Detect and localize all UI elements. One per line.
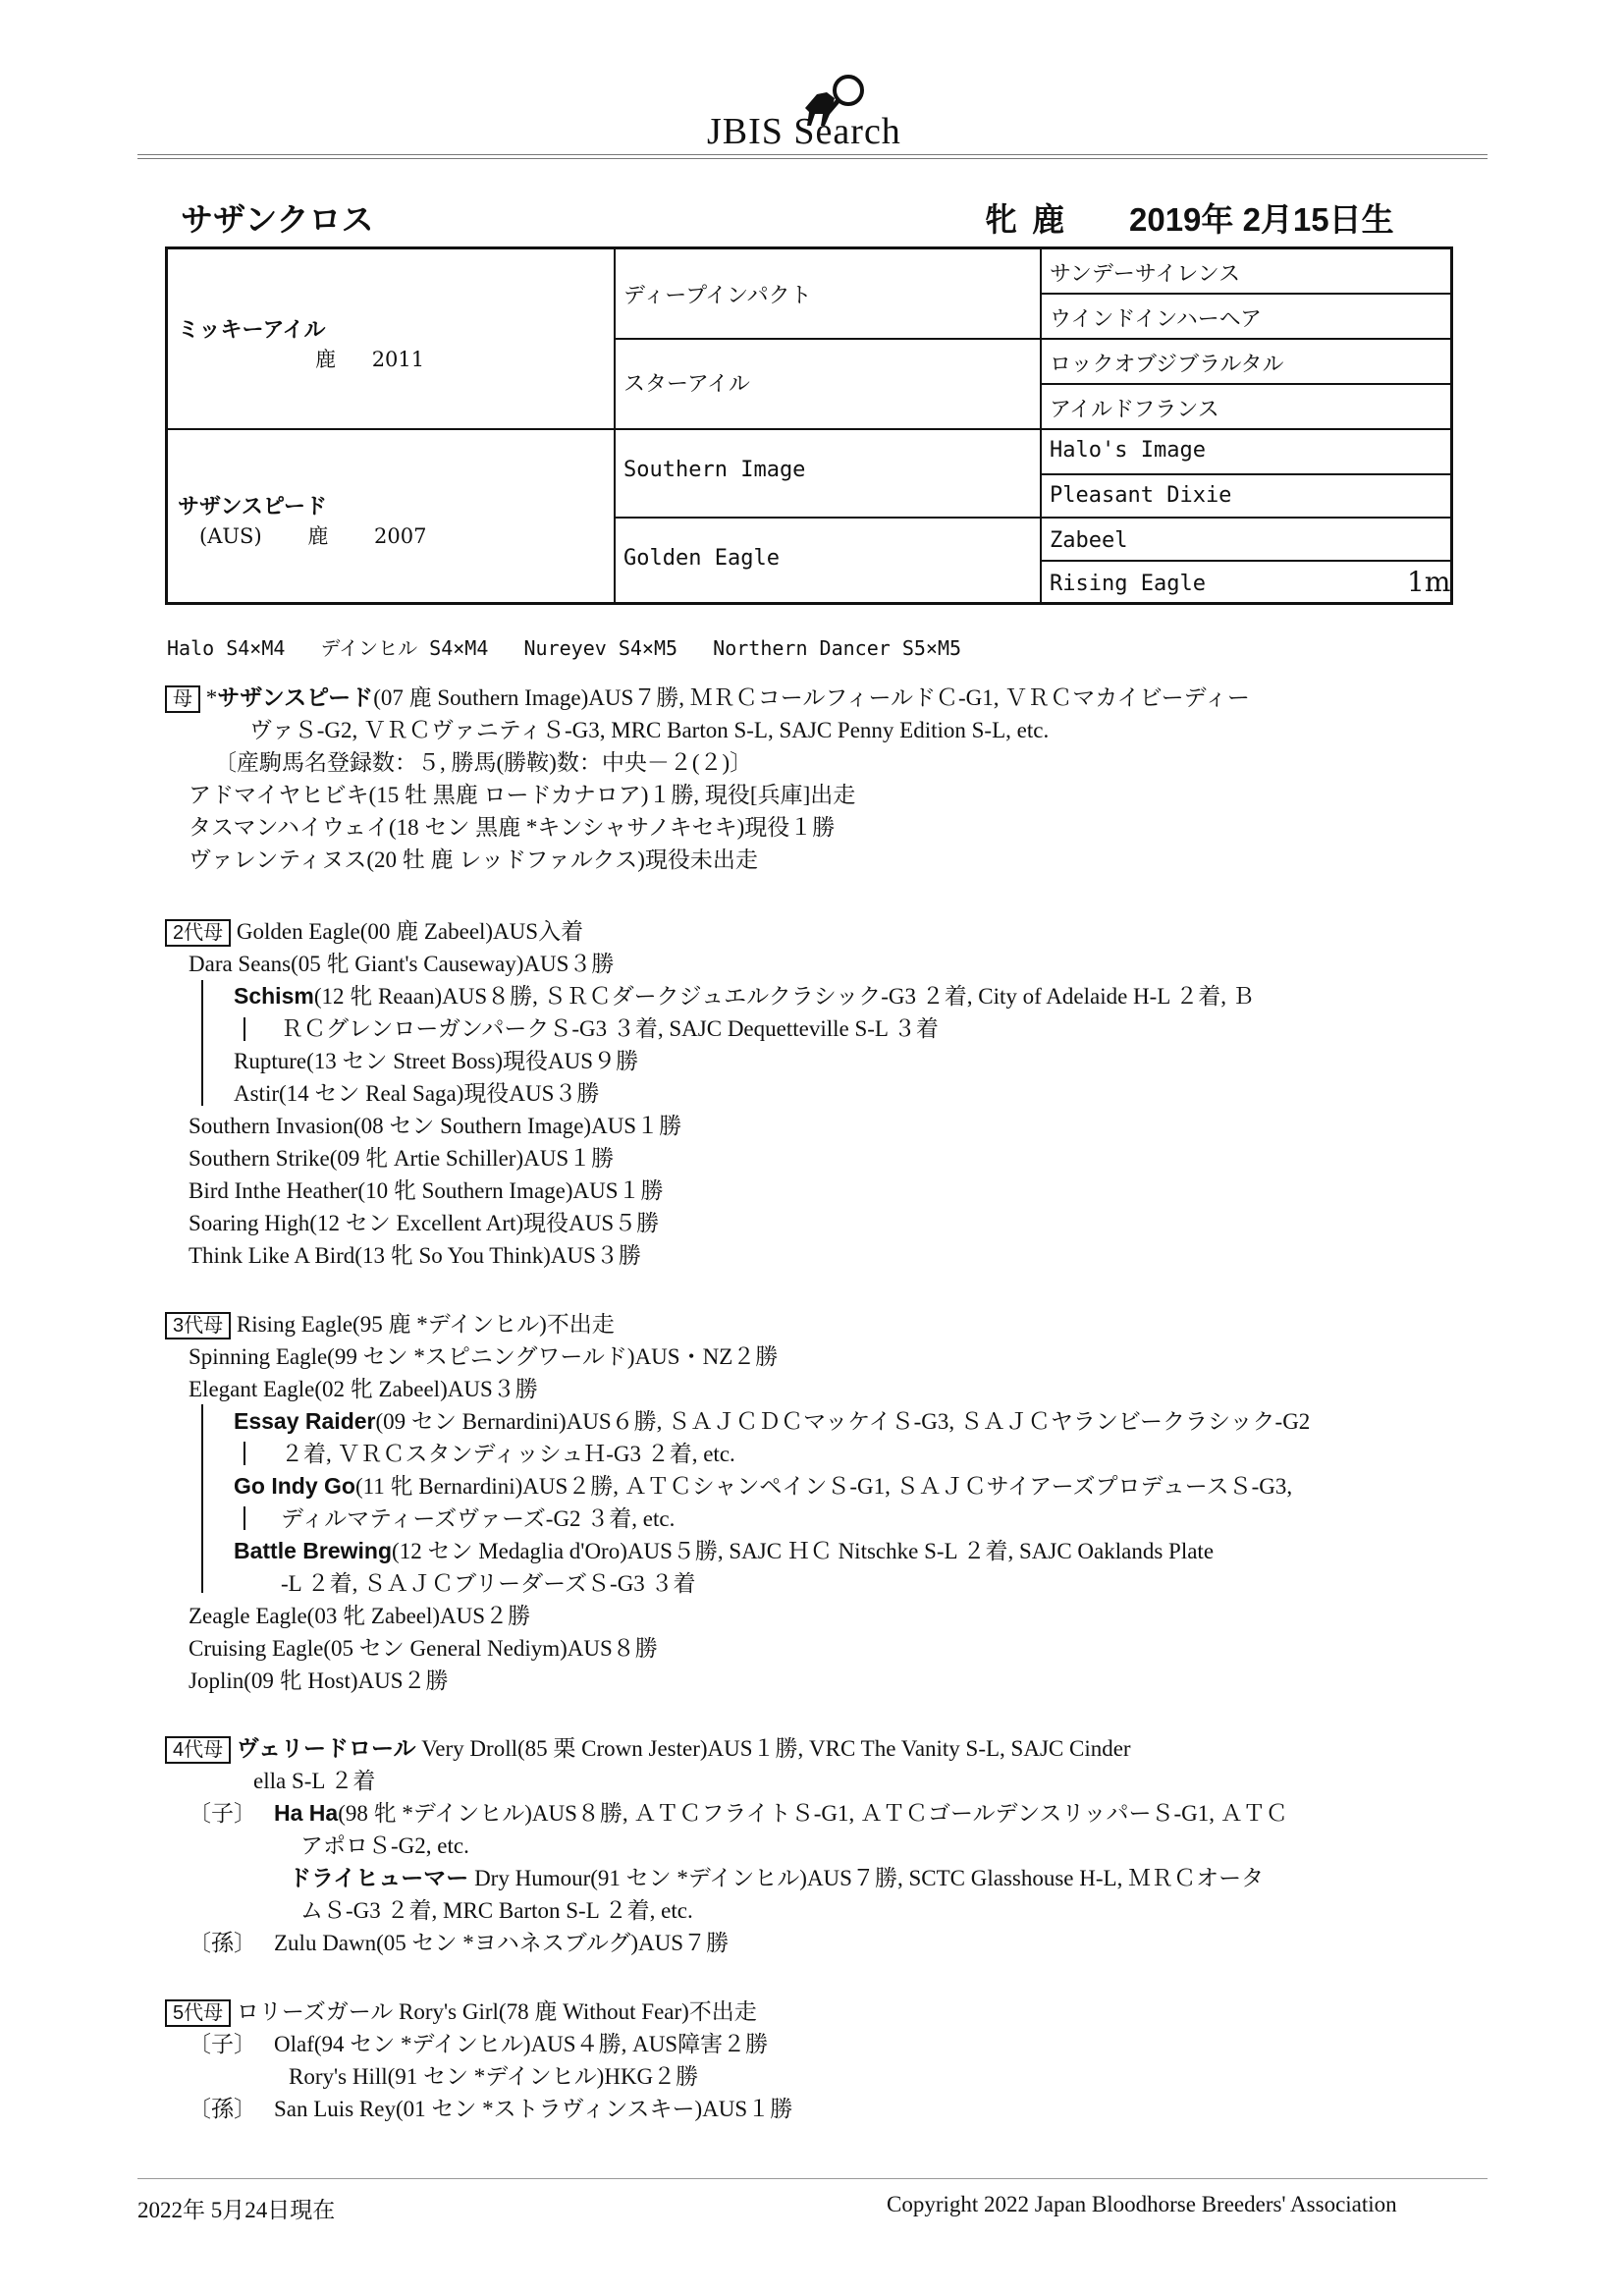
grandparent-2: スターアイル: [623, 372, 750, 397]
g2-dam: Golden Eagle(00 鹿 Zabeel)AUS入着: [236, 919, 584, 944]
g3-line-6: [234, 1470, 1310, 1503]
g3-line-9: -L ２着, ＳＡＪＣブリーダーズＳ-G3 ３着: [281, 1571, 696, 1596]
g2-line-5: Rupture(13 セン Street Boss)現役AUS９勝: [234, 1049, 639, 1073]
g5-line-3: Rory's Hill(91 セン *デインヒル)HKG２勝: [289, 2064, 699, 2089]
g4-line-6: ムＳ-G3 ２着, MRC Barton S-L ２着, etc.: [300, 1898, 693, 1923]
g4-ko-label: 〔子〕: [189, 1801, 256, 1826]
g3-line-12: Joplin(09 牝 Host)AUS２勝: [189, 1668, 449, 1693]
g2-line-2: Dara Seans(05 牝 Giant's Causeway)AUS３勝: [189, 952, 615, 976]
dam-record: (07 鹿 Southern Image)AUS７勝, ＭＲＣコールフィールドＣ-G1, ＶＲＣマカイビーディー: [373, 685, 1250, 710]
g3-line-7: ディルマティーズヴァーズ-G2 ３着, etc.: [281, 1506, 676, 1531]
g4-very-droll: ヴェリードロール: [236, 1735, 416, 1761]
g5-dam: ロリーズガール Rory's Girl(78 鹿 Without Fear)不出走: [236, 1999, 757, 2024]
footer-date: 2022年 5月24日現在: [137, 2198, 336, 2222]
g4-dry-humour-record: Dry Humour(91 セン *デインヒル)AUS７勝, SCTC Glasshouse H-L, ＭＲＣオータ: [468, 1866, 1265, 1890]
g5-line-4: [189, 2093, 792, 2125]
g3-line-8: [234, 1535, 1310, 1567]
jbis-search-logo: [707, 59, 962, 152]
dam-info: [199, 520, 426, 550]
g4-line-2: ella S-L ２着: [253, 1769, 376, 1793]
footer-copyright: Copyright 2022 Japan Bloodhorse Breeders' Association: [887, 2192, 1397, 2216]
g2-schism-record: (12 牝 Reaan)AUS８勝, ＳＲＣダークジュエルクラシック-G3 ２着, City of Adelaide H-L ２着, Ｂ: [313, 984, 1255, 1009]
g5-ko-label: 〔子〕: [189, 2032, 256, 2056]
g4-zulu-dawn: Zulu Dawn(05 セン *ヨハネスブルグ)AUS７勝: [274, 1931, 730, 1955]
g3-sub-bracket-2: [244, 1506, 245, 1530]
g3-go-indy-go-record: (11 牝 Bernardini)AUS２勝, ＡＴＣシャンペインＳ-G1, ＳＡＪＣサイアーズプロデュースＳ-G3,: [354, 1474, 1293, 1499]
great-grandparent-6: Pleasant Dixie: [1050, 483, 1232, 508]
g4-line-7: [189, 1927, 1288, 1959]
g4-mago-label: 〔孫〕: [189, 1931, 256, 1955]
great-grandparent-1: サンデーサイレンス: [1050, 262, 1241, 287]
g3-line-10: Zeagle Eagle(03 牝 Zabeel)AUS２勝: [189, 1604, 531, 1628]
g5-line-2: [189, 2028, 792, 2060]
import-mark: *: [205, 685, 218, 710]
sire-color: 鹿: [315, 348, 336, 371]
g4-line-4: アポロＳ-G2, etc.: [300, 1833, 469, 1858]
dam-year: 2007: [374, 524, 427, 548]
size-mark: 1m: [1407, 566, 1451, 598]
g2-bracket: [201, 980, 203, 1106]
g3-line-3: Elegant Eagle(02 牝 Zabeel)AUS３勝: [189, 1377, 538, 1401]
horse-birth: 2019年 2月15日生: [1129, 201, 1394, 238]
g5-line-1: [165, 1995, 792, 2028]
g3-dam: Rising Eagle(95 鹿 *デインヒル)不出走: [236, 1312, 615, 1337]
great-grandparent-8: Rising Eagle: [1050, 572, 1206, 596]
g4-ha-ha: Ha Ha: [274, 1800, 339, 1826]
inbreeding-line: Halo S4×M4 デインヒル S4×M4 Nureyev S4×M5 Northern Dancer S5×M5: [167, 636, 962, 660]
g3-go-indy-go: Go Indy Go: [234, 1473, 355, 1499]
dam-line-1: [165, 682, 1250, 714]
g3-essay-raider: Essay Raider: [234, 1408, 376, 1434]
g3-sub-bracket-1: [244, 1442, 245, 1465]
section-label-g3: 3代母: [165, 1312, 231, 1339]
g2-line-3: [234, 980, 1255, 1012]
grandparent-4: Golden Eagle: [623, 546, 780, 571]
great-grandparent-5: Halo's Image: [1050, 438, 1206, 463]
g5-san-luis-rey: San Luis Rey(01 セン *ストラヴィンスキー)AUS１勝: [274, 2097, 793, 2121]
g2-line-9: Bird Inthe Heather(10 牝 Southern Image)AUS１勝: [189, 1178, 664, 1203]
horse-sex-color: 牝 鹿: [985, 201, 1065, 238]
dam-section-name: サザンスピード: [217, 684, 374, 710]
sire-cell: [178, 313, 424, 373]
great-grandparent-4: アイルドフランス: [1050, 398, 1219, 422]
g4-line-1: [165, 1732, 1288, 1765]
dam-line-4: アドマイヤヒビキ(15 牡 黒鹿 ロードカナロア)１勝, 現役[兵庫]出走: [189, 783, 856, 807]
g2-line-10: Soaring High(12 セン Excellent Art)現役AUS５勝: [189, 1211, 660, 1235]
g3-line-5: ２着, ＶＲＣスタンディッシュＨ-G3 ２着, etc.: [281, 1442, 735, 1466]
g4-dry-humour: ドライヒューマー: [289, 1865, 469, 1890]
g3-line-1: [165, 1308, 1310, 1340]
dam-line-2: ヴァＳ-G2, ＶＲＣヴァニティＳ-G3, MRC Barton S-L, SAJC Penny Edition S-L, etc.: [249, 718, 1050, 742]
g4-line-3: [189, 1797, 1288, 1830]
section-label-g5: 5代母: [165, 1999, 231, 2027]
g2-line-4: ＲＣグレンローガンパークＳ-G3 ３着, SAJC Dequetteville S-L ３着: [281, 1016, 939, 1041]
pedigree-table: [165, 246, 1453, 605]
header-rule: [137, 154, 1488, 159]
dam-color: 鹿: [307, 524, 329, 548]
great-grandparent-7: Zabeel: [1050, 528, 1128, 553]
dam-cell: [178, 490, 426, 550]
logo-text: JBIS Search: [707, 111, 901, 152]
dam-name: サザンスピード: [178, 494, 328, 519]
g2-schism: Schism: [234, 983, 314, 1009]
g3-line-4: [234, 1405, 1310, 1438]
section-g4: [165, 1732, 1288, 1959]
sire-year: 2011: [371, 348, 425, 371]
g4-very-droll-record: Very Droll(85 栗 Crown Jester)AUS１勝, VRC The Vanity S-L, SAJC Cinder: [415, 1736, 1131, 1761]
dam-line-5: タスマンハイウェイ(18 セン 黒鹿 *キンシャサノキセキ)現役１勝: [189, 815, 836, 840]
great-grandparent-3: ロックオブジブラルタル: [1050, 353, 1284, 377]
grandparent-1: ディープインパクト: [623, 284, 812, 308]
g4-line-5: [289, 1862, 1288, 1894]
dam-line-6: ヴァレンティヌス(20 牡 鹿 レッドファルクス)現役未出走: [189, 847, 758, 872]
g5-mago-label: 〔孫〕: [189, 2097, 256, 2121]
g3-bracket: [201, 1404, 203, 1593]
g3-essay-raider-record: (09 セン Bernardini)AUS６勝, ＳＡＪＣＤＣマッケイＳ-G3, ＳＡＪＣヤランビークラシック-G2: [375, 1409, 1311, 1434]
dam-line-3: 〔産駒馬名登録数：５, 勝馬(勝鞍)数：中央－２(２)〕: [214, 750, 753, 775]
section-label-g4: 4代母: [165, 1736, 231, 1764]
footer-rule: [137, 2178, 1488, 2179]
g3-battle-brewing: Battle Brewing: [234, 1538, 393, 1563]
sire-info: [315, 344, 424, 373]
section-g3: [165, 1308, 1310, 1697]
g3-battle-brewing-record: (12 セン Medaglia d'Oro)AUS５勝, SAJC ＨＣ Nitschke S-L ２着, SAJC Oaklands Plate: [392, 1539, 1215, 1563]
g2-line-6: Astir(14 セン Real Saga)現役AUS３勝: [234, 1081, 600, 1106]
great-grandparent-2: ウインドインハーヘア: [1050, 307, 1263, 332]
g2-line-11: Think Like A Bird(13 牝 So You Think)AUS３勝: [189, 1243, 641, 1268]
section-g2: [165, 915, 1255, 1272]
section-dam: [165, 682, 1250, 876]
section-label-dam: 母: [165, 685, 200, 713]
g2-line-8: Southern Strike(09 牝 Artie Schiller)AUS１勝: [189, 1146, 615, 1171]
g5-olaf: Olaf(94 セン *デインヒル)AUS４勝, AUS障害２勝: [274, 2032, 769, 2056]
dam-origin: (AUS): [199, 524, 262, 548]
sire-name: ミッキーアイル: [178, 317, 326, 342]
g2-line-7: Southern Invasion(08 セン Southern Image)AUS１勝: [189, 1114, 682, 1138]
horse-name: サザンクロス: [181, 201, 374, 238]
grandparent-3: Southern Image: [623, 458, 806, 482]
g3-line-2: Spinning Eagle(99 セン *スピニングワールド)AUS・NZ２勝: [189, 1344, 779, 1369]
section-g5: [165, 1995, 792, 2125]
g2-sub-bracket: [244, 1017, 245, 1041]
g4-ha-ha-record: (98 牝 *デインヒル)AUS８勝, ＡＴＣフライトＳ-G1, ＡＴＣゴールデンスリッパーＳ-G1, ＡＴＣ: [338, 1801, 1288, 1826]
g3-line-11: Cruising Eagle(05 セン General Nediym)AUS８勝: [189, 1636, 658, 1661]
section-label-g2: 2代母: [165, 919, 231, 947]
g2-line-1: [165, 915, 1255, 948]
